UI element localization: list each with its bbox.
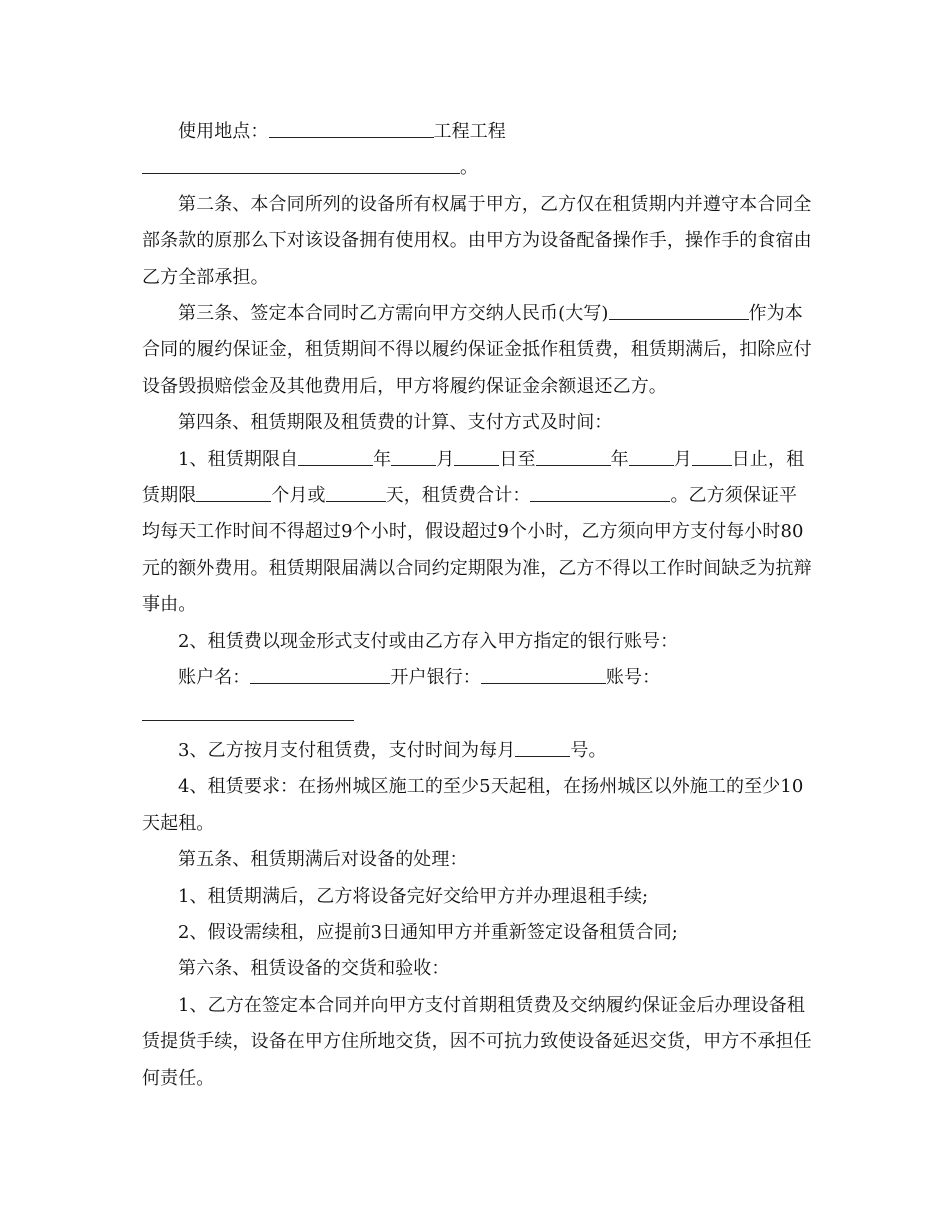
account-number-continuation <box>142 697 812 733</box>
bank-account-line <box>142 660 812 696</box>
blank-field <box>481 665 606 684</box>
account-name-label: 账户名： <box>178 667 251 689</box>
clause-text: 1、租赁期限自 <box>178 448 299 470</box>
account-number-label: 账号： <box>605 667 661 689</box>
clause-text: 日至 <box>499 448 536 470</box>
clause-text: 月 <box>673 448 692 470</box>
blank-field <box>536 447 611 466</box>
article-3 <box>142 296 812 405</box>
article-4-clause-1 <box>142 442 812 624</box>
blank-field <box>391 447 436 466</box>
article-4-clause-2: 2、租赁费以现金形式支付或由乙方存入甲方指定的银行账号： <box>178 630 679 652</box>
article-4: 第四条、租赁期限及租赁费的计算、支付方式及时间： <box>178 412 613 434</box>
blank-field <box>298 447 373 466</box>
blank-field <box>609 301 749 320</box>
period-mark: 。 <box>460 157 479 179</box>
article-4-clause-3 <box>142 733 812 769</box>
article-3-text-a: 第三条、签定本合同时乙方需向甲方交纳人民币(大写) <box>178 303 609 325</box>
blank-field <box>454 447 499 466</box>
article-5: 第五条、租赁期满后对设备的处理： <box>178 849 468 871</box>
project-text: 工程工程 <box>433 121 506 142</box>
usage-location-continuation <box>142 150 812 186</box>
blank-field <box>692 447 732 466</box>
blank-field <box>269 119 434 138</box>
clause-text: 年 <box>373 448 392 470</box>
blank-field <box>142 702 354 721</box>
article-6-clause-1: 1、乙方在签定本合同并向甲方支付首期租赁费及交纳履约保证金后办理设备租赁提货手续，设备在甲方住所地交货，因不可抗力致使设备延迟交货，甲方不承担任何责任。 <box>142 994 812 1089</box>
clause-text: 日止， <box>731 448 787 470</box>
blank-field <box>629 447 674 466</box>
clause-text: 号。 <box>570 739 607 761</box>
clause-text: 月 <box>436 448 455 470</box>
clause-text: 天，租赁费合计： <box>385 485 531 507</box>
blank-field <box>142 155 460 174</box>
contract-body <box>142 114 812 1097</box>
clause-text: 。乙方须保证平均每天工作时间不得超过9个小时，假设超过9个小时，乙方须向甲方支付每小时80元的额外费用。租赁期限届满以合同约定期限为准，乙方不得以工作时间缺乏为抗辩事由。 <box>142 485 812 616</box>
article-6: 第六条、租赁设备的交货和验收： <box>178 958 450 980</box>
article-5-clause-1: 1、租赁期满后，乙方将设备完好交给甲方并办理退租手续; <box>178 885 649 907</box>
clause-text: 年 <box>610 448 629 470</box>
usage-location-label: 使用地点： <box>178 121 269 142</box>
blank-field <box>250 665 390 684</box>
usage-location-line <box>142 114 812 150</box>
clause-text: 租赁期限 <box>142 448 805 507</box>
article-4-clause-4: 4、租赁要求：在扬州城区施工的至少5天起租，在扬州城区以外施工的至少10天起租。 <box>142 776 804 834</box>
clause-text: 个月或 <box>271 485 326 507</box>
article-5-clause-2: 2、假设需续租，应提前3日通知甲方并重新签定设备租赁合同; <box>178 921 678 943</box>
article-2: 第二条、本合同所列的设备所有权属于甲方，乙方仅在租赁期内并遵守本合同全部条款的原那么下对该设备拥有使用权。由甲方为设备配备操作手，操作手的食宿由乙方全部承担。 <box>142 193 812 288</box>
blank-field <box>530 483 670 502</box>
blank-field <box>196 483 271 502</box>
blank-field <box>326 483 386 502</box>
bank-label: 开户银行： <box>390 667 481 689</box>
article-3-text-b: 作为本合同的履约保证金，租赁期间不得以履约保证金抵作租赁费，租赁期满后，扣除应付设备毁损赔偿金及其他费用后，甲方将履约保证金余额退还乙方。 <box>142 303 812 397</box>
blank-field <box>515 738 570 757</box>
clause-text: 3、乙方按月支付租赁费，支付时间为每月 <box>178 739 516 761</box>
